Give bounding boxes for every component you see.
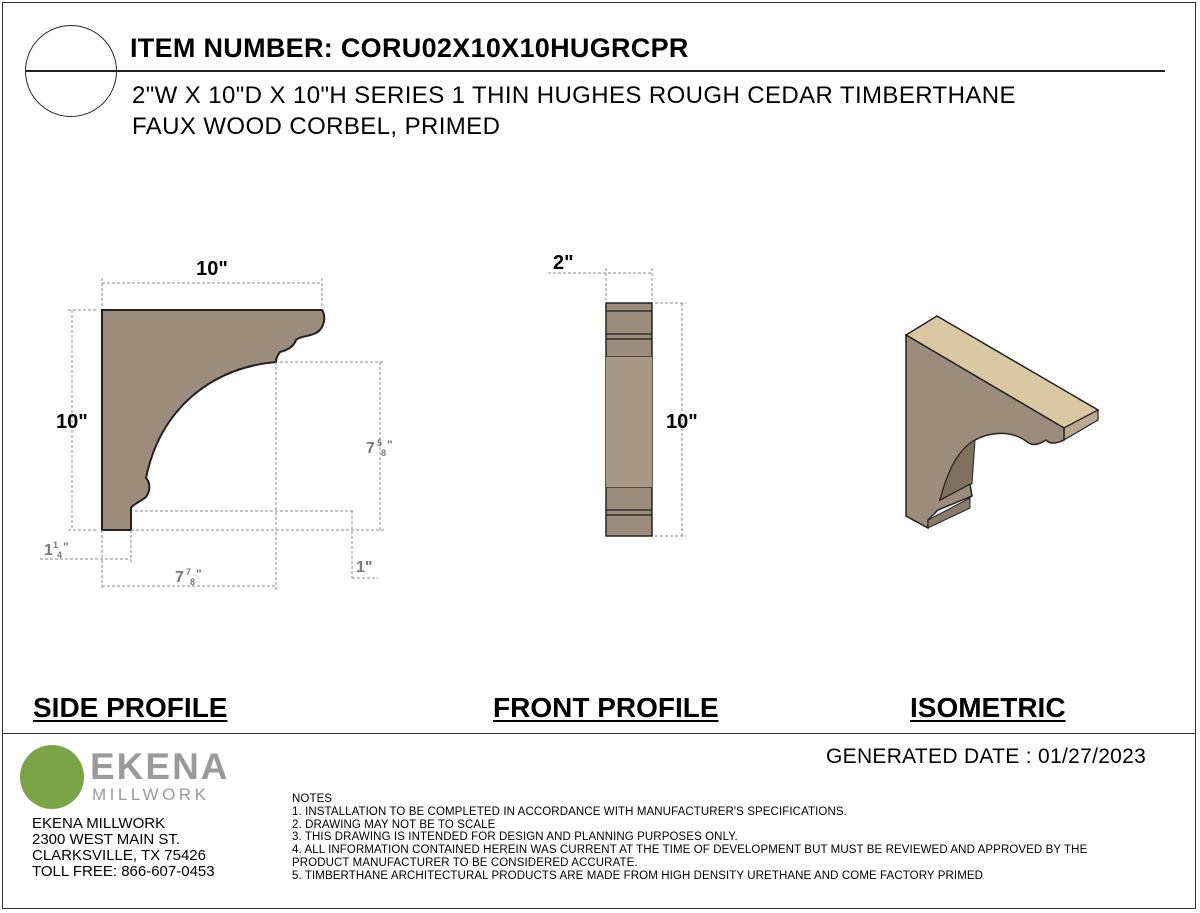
side-profile-shape — [102, 310, 324, 530]
front-height-dim: 10" — [666, 411, 698, 433]
note-line: 3. THIS DRAWING IS INTENDED FOR DESIGN AND PLANNING PURPOSES ONLY. — [292, 831, 738, 844]
isometric-view — [906, 316, 1098, 528]
side-foot-dim — [44, 540, 69, 560]
note-line: 4. ALL INFORMATION CONTAINED HEREIN WAS CURRENT AT THE TIME OF DEVELOPMENT BUT MUST BE REVIEWED AND APPROVED BY THE — [292, 844, 1088, 857]
svg-text:8: 8 — [381, 448, 387, 458]
svg-text:1: 1 — [53, 540, 59, 550]
logo-name: EKENA — [90, 746, 230, 787]
company-address — [32, 816, 215, 880]
front-width-dim: 2" — [553, 252, 574, 274]
svg-text:7: 7 — [366, 440, 375, 457]
side-height-dim: 10" — [56, 411, 88, 433]
notes-heading: NOTES — [292, 793, 333, 805]
note-line: PRODUCT MANUFACTURER TO BE CONSIDERED ACCURATE. — [292, 856, 638, 869]
side-profile-view — [40, 258, 393, 590]
svg-text:5: 5 — [377, 438, 383, 448]
svg-text:1: 1 — [44, 542, 53, 559]
side-bottom-dim: 1" — [356, 559, 373, 576]
svg-text:8: 8 — [190, 577, 196, 587]
side-arch-height-dim — [366, 438, 393, 458]
address-line: EKENA MILLWORK — [32, 815, 166, 832]
notes-block — [292, 793, 1142, 883]
logo-subtitle: MILLWORK — [92, 785, 210, 804]
address-line: CLARKSVILLE, TX 75426 — [32, 847, 206, 864]
svg-text:7: 7 — [186, 567, 192, 577]
note-line: 2. DRAWING MAY NOT BE TO SCALE — [292, 818, 496, 831]
footer-rule — [2, 733, 1196, 734]
svg-text:": " — [387, 438, 393, 452]
svg-text:7: 7 — [175, 569, 184, 586]
generated-date: GENERATED DATE : 01/27/2023 — [826, 745, 1147, 768]
address-line: 2300 WEST MAIN ST. — [32, 831, 181, 848]
item-number: ITEM NUMBER: CORU02X10X10HUGRCPR — [130, 33, 689, 63]
note-line: 1. INSTALLATION TO BE COMPLETED IN ACCORDANCE WITH MANUFACTURER'S SPECIFICATIONS. — [292, 805, 847, 818]
side-width-dim: 10" — [196, 258, 228, 280]
svg-text:": " — [196, 567, 202, 581]
description-line-2: FAUX WOOD CORBEL, PRIMED — [132, 113, 501, 140]
side-profile-label: SIDE PROFILE — [33, 692, 228, 723]
description-line-1: 2"W X 10"D X 10"H SERIES 1 THIN HUGHES ROUGH CEDAR TIMBERTHANE — [132, 82, 1016, 109]
side-arch-width-dim — [175, 567, 202, 587]
address-line: TOLL FREE: 866-607-0453 — [32, 863, 215, 880]
front-profile-view — [548, 252, 698, 536]
isometric-label: ISOMETRIC — [910, 692, 1066, 723]
svg-text:4: 4 — [57, 550, 63, 560]
front-profile-label: FRONT PROFILE — [493, 692, 719, 723]
svg-text:": " — [63, 540, 69, 554]
logo-badge — [20, 745, 84, 809]
note-line: 5. TIMBERTHANE ARCHITECTURAL PRODUCTS ARE MADE FROM HIGH DENSITY URETHANE AND COME FACTORY PRIMED — [292, 869, 984, 882]
